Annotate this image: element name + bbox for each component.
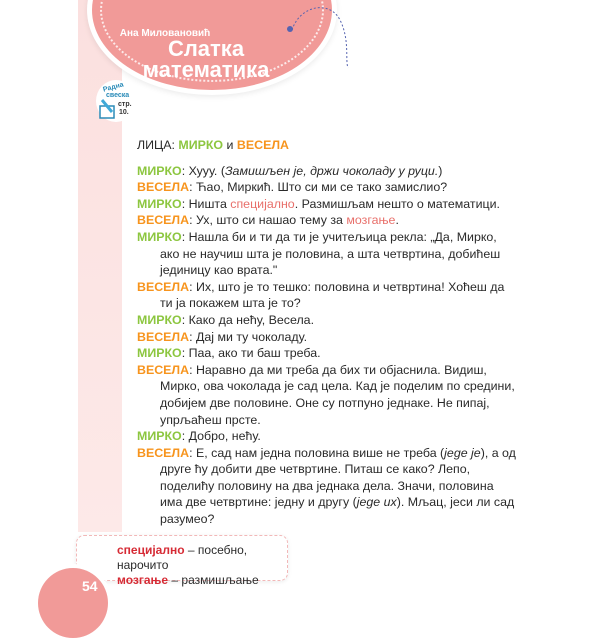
pencil-book-icon	[98, 98, 118, 120]
dialogue	[137, 163, 517, 528]
line-text: jege je	[444, 445, 481, 460]
dialogue-line: ВЕСЕЛА: Ух, што си нашао тему за мозгање.	[137, 213, 399, 228]
line-text: Ништа	[188, 196, 231, 211]
dialogue-content	[137, 137, 517, 528]
dialogue-line: МИРКО: Добро, нећу.	[137, 429, 261, 444]
speaker-name: ВЕСЕЛА	[137, 180, 190, 195]
author: Ана Миловановић	[119, 28, 211, 39]
page-number-circle	[38, 568, 108, 638]
line-text: Хууу. (	[188, 163, 225, 178]
line-text: .	[395, 213, 399, 228]
speaker-name: ВЕСЕЛА	[137, 279, 190, 294]
line-text: ). Мљац, јеси ли сад разумео?	[160, 495, 515, 527]
line-text: . Размишљам нешто о математици.	[294, 196, 500, 211]
line-text: jege ux	[356, 495, 397, 510]
speaker-name: МИРКО	[137, 196, 182, 211]
speaker-name: МИРКО	[137, 229, 182, 244]
dialogue-line: МИРКО: Како да нећу, Весела.	[137, 312, 315, 327]
line-text: Е, сад нам једна половина више не треба (	[195, 445, 445, 460]
speaker-name: МИРКО	[137, 429, 182, 444]
line-text: Их, што је то тешко: половина и четвртина! Хоћеш да ти ја покажем шта је то?	[160, 279, 505, 311]
line-text: Паа, ако ти баш треба.	[188, 346, 321, 361]
glossary-entry: мозгање – размишљање	[117, 573, 259, 587]
dialogue-line: МИРКО: Нашла би и ти да ти је учитељица рекла: „Да, Мирко, ако не научиш шта је половина, а шта четвртина, добићеш јединицу као врата."	[137, 229, 501, 278]
line-text: Добро, нећу.	[188, 429, 261, 444]
line-text: Нашла би и ти да ти је учитељица рекла: „Да, Мирко, ако не научиш шта је половина, а шта четвртина, добићеш јединицу као врата."	[160, 229, 501, 278]
dialogue-line: МИРКО: Хууу. (Замишљен је, држи чоколаду у руци.)	[137, 163, 443, 178]
dialogue-line: МИРКО: Ништа специјално. Размишљам нешто о математици.	[137, 196, 500, 211]
cast-heading: ЛИЦА: МИРКО и ВЕСЕЛА	[137, 138, 289, 152]
line-text: )	[438, 163, 443, 178]
speaker-name: МИРКО	[137, 346, 182, 361]
line-text: ), а од друге ћу добити две четвртине. Питаш се како? Лепо, поделићу половину на два једнака дела. Значи, половина има две четвртине: једну и другу (	[160, 445, 516, 510]
dialogue-line: ВЕСЕЛА: Наравно да ми треба да бих ти објаснила. Видиш, Мирко, ова чоколада је сад цела. Кад је поделим по средини, добијем две половине. Оне су потпуно једнаке. Не пипај, упрљаћеш прсте.	[137, 362, 515, 427]
line-text: Ух, што си нашао тему за	[195, 213, 347, 228]
highlighted-word: специјално	[230, 196, 295, 211]
workbook-badge: Радна свеска стр. 10.	[96, 80, 136, 122]
line-text: Наравно да ми треба да бих ти објаснила. Видиш, Мирко, ова чоколада је сад цела. Кад је поделим по средини, добијем две половине. Оне су потпуно једнаке. Не пипај, упрљаћеш прсте.	[160, 362, 515, 427]
line-text: Дај ми ту чоколаду.	[195, 329, 308, 344]
line-text: Како да нећу, Весела.	[188, 312, 315, 327]
dialogue-line: ВЕСЕЛА: Дај ми ту чоколаду.	[137, 329, 308, 344]
line-text: Замишљен је, држи чоколаду у руци.	[224, 163, 439, 178]
speaker-name: ВЕСЕЛА	[137, 362, 190, 377]
speaker-name: ВЕСЕЛА	[137, 445, 190, 460]
glossary-entry: специјално – посебно, нарочито	[117, 543, 248, 572]
book-title: Слатка математика	[142, 36, 270, 82]
speaker-name: МИРКО	[137, 163, 182, 178]
highlighted-word: мозгање	[346, 213, 396, 228]
speaker-name: МИРКО	[137, 312, 182, 327]
page-number: 54	[82, 578, 98, 594]
speaker-name: ВЕСЕЛА	[137, 213, 190, 228]
dialogue-line: МИРКО: Паа, ако ти баш треба.	[137, 346, 321, 361]
dialogue-line: ВЕСЕЛА: Ћао, Миркић. Што си ми се тако замислио?	[137, 180, 448, 195]
dialogue-line: ВЕСЕЛА: Их, што је то тешко: половина и четвртина! Хоћеш да ти ја покажем шта је то?	[137, 279, 505, 311]
speaker-name: ВЕСЕЛА	[137, 329, 190, 344]
line-text: Ћао, Миркић. Што си ми се тако замислио?	[195, 180, 448, 195]
dialogue-line: ВЕСЕЛА: Е, сад нам једна половина више не треба (jege je), а од друге ћу добити две четвртине. Питаш се како? Лепо, поделићу половину на два једнака дела. Значи, половина има две четвртине: једну и другу (jege ux). Мљац, јеси ли сад разумео?	[137, 445, 516, 527]
